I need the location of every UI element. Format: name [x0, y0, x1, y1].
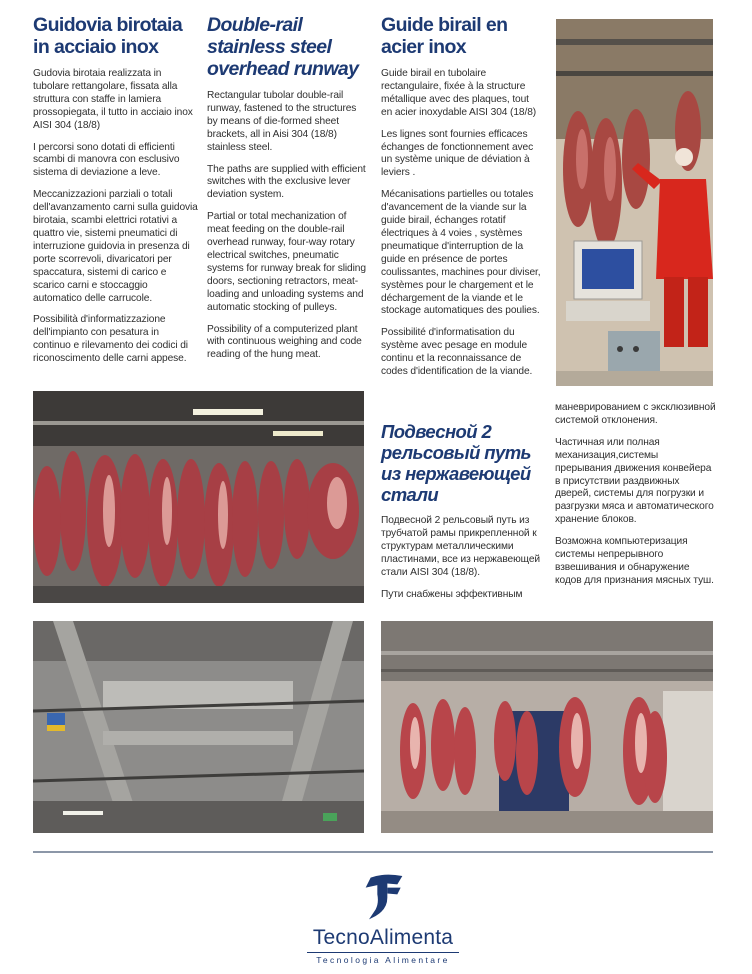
- italian-paragraph: Meccanizzazioni parziali o totali dell'avanzamento carni sulla guidovia birotaia, scambi elettrici rotativi a quattro vie, sistemi pneumatici di interruzione guidovia in presenza di porte scorrevoli, divaricatori per spaccatura, sistemi di carico e scarico carni e stoccaggio automatico delle carrucole.: [33, 189, 198, 304]
- english-paragraph: Rectangular tubolar double-rail runway, fastened to the structures by means of die-formed sheet brackets, all in Aisi 304 (18/8) stainless steel.: [207, 90, 357, 153]
- italian-title: Guidovia birotaia in acciaio inox: [33, 14, 183, 58]
- italian-paragraph: Possibilità d'informatizzazione dell'impianto con pesatura in continuo e rilevamento dei codici di riconoscimento delle carni appese.: [33, 314, 188, 365]
- italian-paragraph: I percorsi sono dotati di efficienti scambi di manovra con esclusivo sistema di deviazione a leve.: [33, 141, 180, 179]
- worker-computer-photo: [556, 19, 713, 386]
- french-paragraph: Mécanisations partielles ou totales d'avancement de la viande sur la guide birail, échanges rotatif électriques à 4 voies , systèmes pneumatique d'interruption de la guide en présence de portes coulissantes, machines pour diviser, systèmes pour le chargement et le déchargement de la viande et le stockage automatiques des poulies.: [381, 189, 541, 317]
- french-paragraph: Les lignes sont fournies efficaces échanges de fonctionnement avec un système unique de déviation à leviers .: [381, 128, 534, 179]
- italian-column: [33, 14, 198, 375]
- russian-paragraph: Частичная или полная механизация,системы прерывания движения конвейера в присутствии раздвижных дверей, системы для погрузки и разгрузки мяса и автоматического хранение блоков.: [555, 436, 714, 526]
- french-paragraph: Guide birail en tubolaire rectangulaire, fixée à la structure métallique avec des plaques, tout en acier inoxydable AISI 304 (18/8): [381, 68, 537, 118]
- russian-title: Подвесной 2 рельсовый путь из нержавеющей стали: [381, 421, 531, 505]
- cold-room-carcasses-photo: [381, 621, 713, 833]
- english-paragraph: Partial or total mechanization of meat feeding on the double-rail overhead runway, four-way rotary electrical switches, pneumatic systems for runway break for sliding doors, sectioning retractors, meat-loading and unloading systems and automatic stocking of pulleys.: [207, 211, 366, 313]
- hanging-carcasses-photo: [33, 391, 364, 603]
- french-column: [381, 14, 541, 388]
- russian-column-right: [555, 402, 717, 597]
- footer-divider: [33, 851, 713, 853]
- russian-paragraph: Возможна компьютеризация системы непрерывного взвешивания и обнаружение кодов для признания мясных туш.: [555, 536, 714, 586]
- french-paragraph: Possibilité d'informatisation du système avec pesage en module continu et la reconnaissance de codes d'identification de la viande.: [381, 327, 533, 378]
- russian-paragraph: Подвесной 2 рельсовый путь из трубчатой рамы прикрепленной к структурам металлическими пластинами, все из нержавеющей стали AISI 304 (18/8).: [381, 515, 540, 578]
- tecnoalimenta-logo: [303, 868, 463, 968]
- english-paragraph: Possibility of a computerized plant with continuous weighing and code reading of the hung meat.: [207, 323, 362, 361]
- english-column: [207, 14, 367, 371]
- brand-name: TecnoAlimenta: [312, 926, 454, 949]
- russian-paragraph: маневрированием с эксклюзивной системой отклонения.: [555, 402, 716, 426]
- italian-paragraph: Gudovia birotaia realizzata in tubolare rettangolare, fissata alla struttura con staffe in lamiera prossopiegata, il tutto in acciaio inox AISI 304 (18/8): [33, 68, 193, 131]
- cross-logo-icon: [359, 868, 409, 924]
- brand-tagline: Tecnologia Alimentare: [316, 955, 450, 965]
- french-title: Guide birail en acier inox: [381, 14, 508, 58]
- conveyor-machinery-photo: [33, 621, 364, 833]
- english-paragraph: The paths are supplied with efficient switches with the exclusive lever deviation system.: [207, 163, 366, 201]
- brand-underline: [307, 952, 459, 953]
- russian-column-left: [381, 421, 541, 610]
- russian-paragraph: Пути снабжены эффективным: [381, 588, 523, 600]
- english-title: Double-rail stainless steel overhead runway: [207, 14, 359, 80]
